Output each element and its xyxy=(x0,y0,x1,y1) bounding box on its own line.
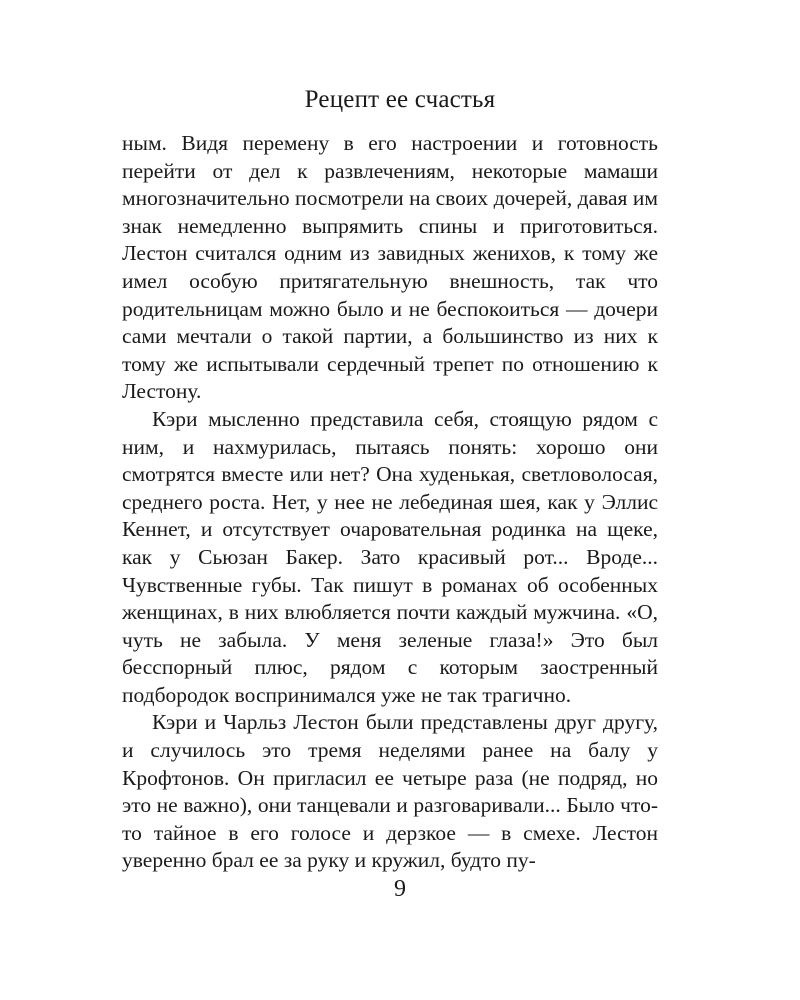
running-head: Рецепт ее счастья xyxy=(304,86,496,113)
paragraph-3: Кэри и Чарльз Лестон были представлены друг другу, и случилось это тремя неделями ранее на балу у Крофтонов. Он пригласил ее четыре раза (не подряд, но это не важно), они танцевали и разговаривали... Было что-то тайное в его голосе и дерзкое — в смехе. Лестон уверенно брал ее за руку и кружил, будто пу- xyxy=(122,710,658,873)
paragraph-2: Кэри мысленно представила себя, стоящую рядом с ним, и нахмурилась, пытаясь понять: хорошо они смотрятся вместе или нет? Она худенькая, светловолосая, среднего роста. Нет, у нее не лебединая шея, как у Эллис Кеннет, и отсутствует очаровательная родинка на щеке, как у Сьюзан Бакер. Зато красивый рот... Вроде... Чувственные губы. Так пишут в романах об особенных женщинах, в них влюбляется почти каждый мужчина. «О, чуть не забыла. У меня зеленые глаза!» Это был бесспорный плюс, рядом с которым заостренный подбородок воспринимался уже не так трагично. xyxy=(122,406,658,707)
paragraph-1: ным. Видя перемену в его настроении и готовность перейти от дел к развлечениям, некоторые мамаши многозначительно посмотрели на своих дочерей, давая им знак немедленно выпрямить спины и приготовиться. Лестон считался одним из завидных женихов, к тому же имел особую притягательную внешность, так что родительницам можно было и не беспокоиться — дочери сами мечтали о такой партии, а большинство из них к тому же испытывали сердечный трепет по отношению к Лестону. xyxy=(122,131,658,404)
body-text xyxy=(122,130,658,875)
page-number: 9 xyxy=(394,876,406,902)
